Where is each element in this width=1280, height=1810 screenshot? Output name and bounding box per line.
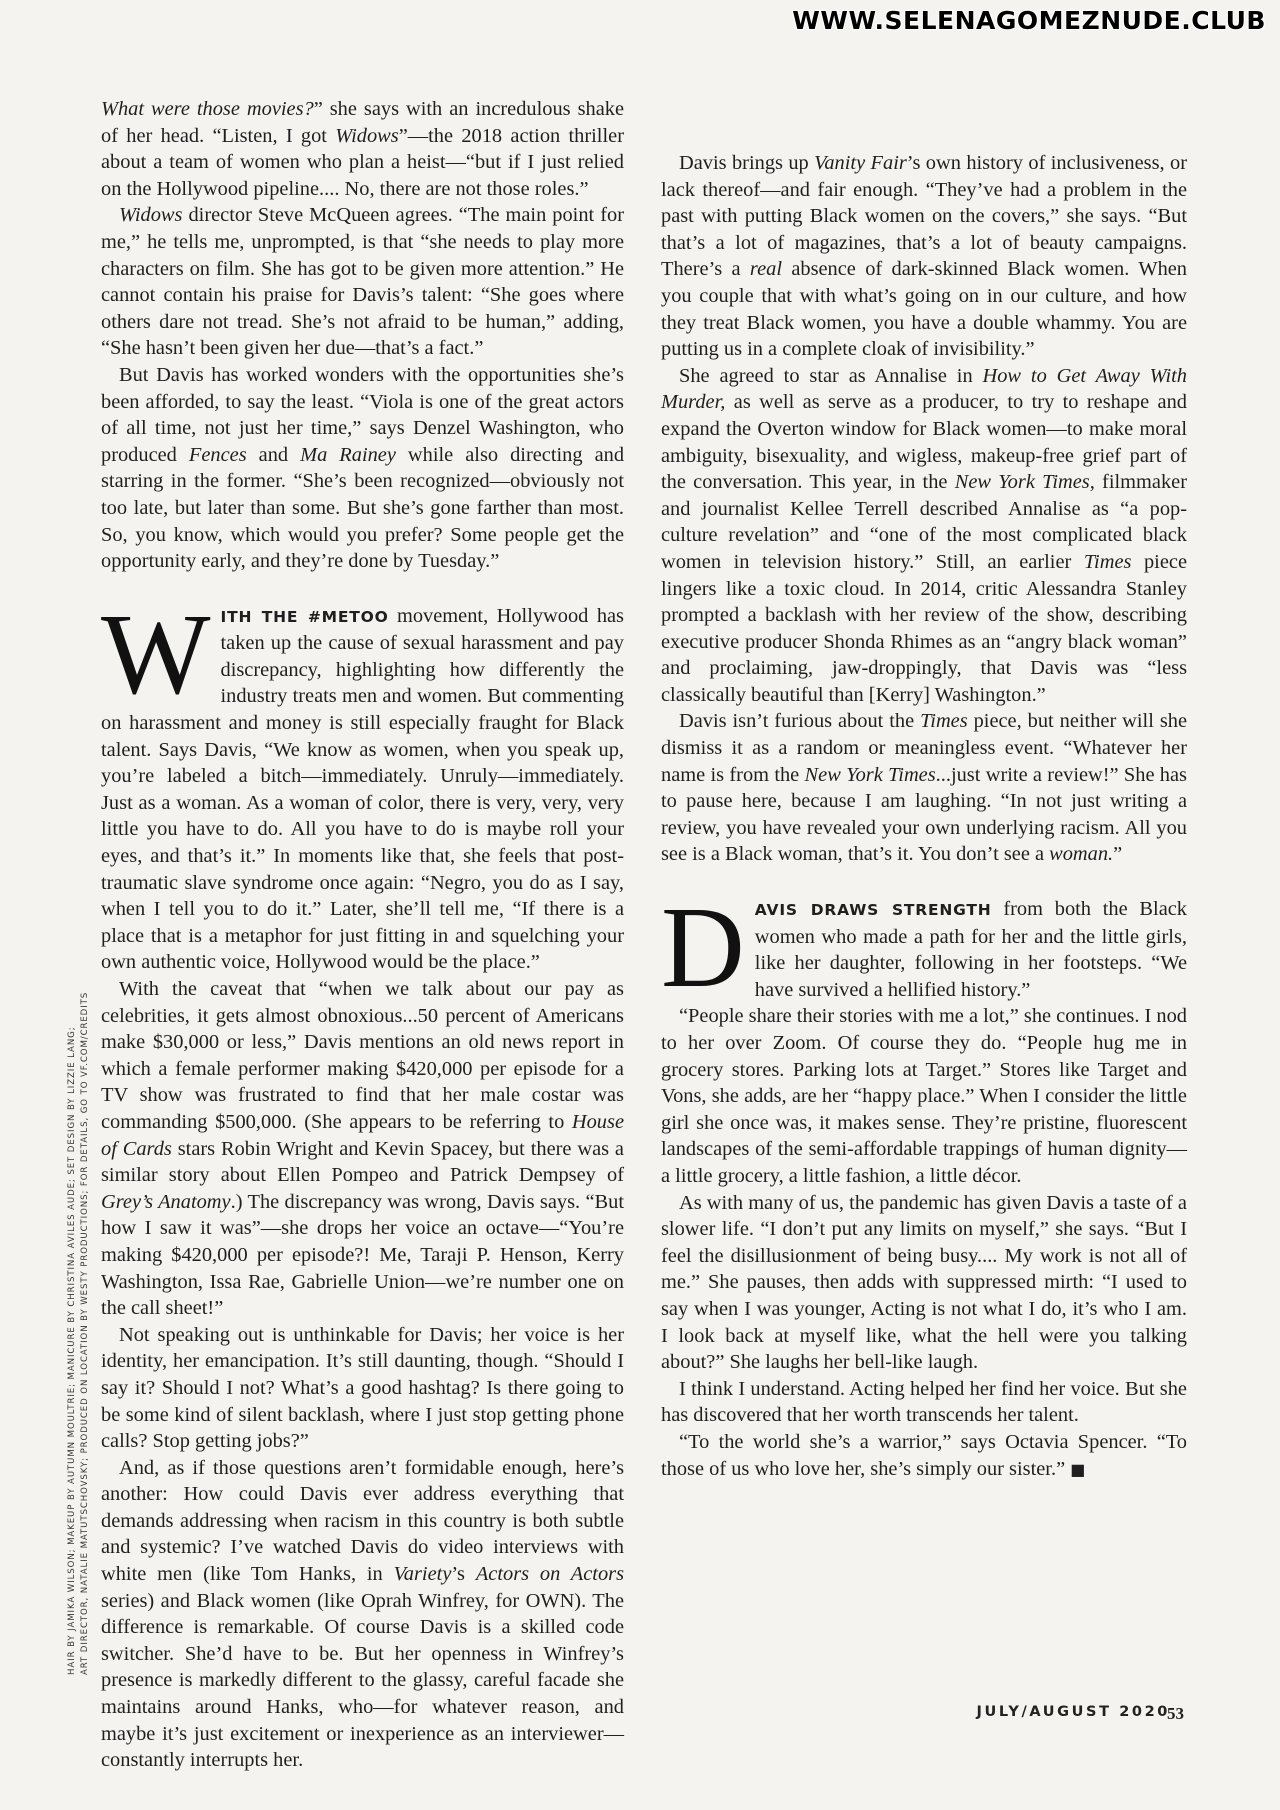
text: As with many of us, the pandemic has given Davis a taste of a slower life. “I don’t put any limits on myself,” she says. “But I feel the disillusionment of being busy.... My work is not all of me.” She pauses, then adds with suppressed mirth: “I used to say when I was younger, Acting is not what I do, it’s who I am. I look back at myself like, what the hell were you talking about?” She laughs her bell-like laugh.: [661, 1191, 1187, 1374]
page-number: 53: [1167, 1704, 1184, 1723]
right-column: [661, 150, 1187, 1483]
italic-text: woman.: [1049, 843, 1114, 866]
paragraph: [101, 976, 624, 1322]
italic-text: New York Times: [804, 763, 936, 786]
italic-text: real: [749, 258, 782, 281]
text: absence of dark-skinned Black women. When you couple that with what’s going on in our culture, and how they treat Black women, you have a double whammy. You are putting us in a complete cloak of invisibility.”: [661, 258, 1188, 361]
text: Davis brings up: [679, 152, 815, 174]
italic-text: Widows: [119, 204, 183, 227]
paragraph: [101, 1322, 624, 1455]
text: “People share their stories with me a lot,” she continues. I nod to her over Zoom. Of course they do. “People hug me in grocery stores. Parking lots at Target.” Stores like Target and Vons, she adds, are her “happy place.” When I consider the little girl she once was, it makes sense. They’re pristine, fluorescent landscapes of the semi-affordable trappings of human dignity—a little grocery, a little fashion, a little décor.: [661, 1005, 1187, 1187]
text: movement, Hollywood has taken up the cause of sexual harassment and pay discrepancy, highlighting how differently the industry treats men and women. But commenting on harassment and money is still especially fraught for Black talent. Says Davis, “We know as women, when you speak up, you’re labeled a bitch—immediately. Unruly—immediately. Just as a woman. As a woman of color, there is very, very, very little you have to do. All you have to do is maybe roll your eyes, and that’s it.” In moments like that, she feels that post-traumatic slave syndrome once again: “Negro, you do as I say, when I tell you to do it.” Later, she’ll tell me, “If there is a place that is a metaphor for just fitting in and squelching your own authentic voice, Hollywood would be the place.”: [101, 604, 624, 974]
italic-text: How to Get Away With Murder,: [661, 364, 1188, 414]
page-footer: [0, 1704, 1280, 1728]
text: ”: [1113, 843, 1123, 866]
text: series) and Black women (like Oprah Winfrey, for OWN). The difference is remarkable. Of course Davis is a skilled code switcher. She’d have to be. But her openness in Winfrey’s presence is markedly different to the glassy, careful facade she maintains around Hanks, who—for whatever reason, and maybe it’s just excitement or inexperience as an interviewer—constantly interrupts her.: [101, 1589, 624, 1772]
lead-in: AVIS DRAWS STRENGTH: [754, 901, 992, 920]
paragraph: [661, 1190, 1187, 1376]
text: ...just write a review!” She has to pause here, because I am laughing. “In not just writing a review, you have revealed your own underlying racism. All you see is a Black woman, that’s it. You don’t see a: [661, 763, 1187, 866]
paragraph: [101, 96, 624, 202]
credits-line-1: HAIR BY JAMIKA WILSON; MAKEUP BY AUTUMN MOULTRIE; MANICURE BY CHRISTINA AVILES AUDE; SET DESIGN BY LIZZIE LANG;: [67, 1026, 77, 1675]
italic-text: Fences: [188, 443, 247, 466]
left-column: [101, 96, 624, 1774]
italic-text: Widows: [335, 124, 399, 147]
italic-text: Variety: [393, 1563, 452, 1586]
text: ”—the 2018 action thriller about a team of women who plan a heist—“but if I just relied on the Hollywood pipeline.... No, there are not those roles.”: [101, 124, 624, 200]
text: But Davis has worked wonders with the opportunities she’s been afforded, to say the least. “Viola is one of the great actors of all time, not just her time,” says Denzel Washington, who produced: [101, 363, 624, 466]
credits-line-2: ART DIRECTOR, NATALIE MATUTSCHOVSKY; PRODUCED ON LOCATION BY WESTY PRODUCTIONS; FOR DETAILS, GO TO VF.COM/CREDITS: [80, 991, 90, 1675]
text: as well as serve as a producer, to try to reshape and expand the Overton window for Black women—to make moral ambiguity, bisexuality, and wigless, makeup-free grief part of the conversation. This year, in the: [661, 391, 1187, 494]
issue-date: JULY/AUGUST 2020: [976, 1704, 1170, 1720]
italic-text: Times: [1083, 550, 1132, 573]
watermark: WWW.SELENAGOMEZNUDE.CLUB: [792, 6, 1266, 35]
italic-text: Vanity Fair: [814, 152, 907, 174]
photo-credits: [66, 935, 92, 1675]
text: .) The discrepancy was wrong, Davis says. “But how I saw it was”—she drops her voice an octave—“You’re making $420,000 per episode?! Me, Taraji P. Henson, Kerry Washington, Issa Rae, Gabrielle Union—we’re number one on the call sheet!”: [101, 1190, 625, 1320]
text: from both the Black women who made a path for her and the little girls, like her daughter, following in her footsteps. “We have survived a hellified history.”: [754, 898, 1187, 1001]
text: With the caveat that “when we talk about our pay as celebrities, it gets almost obnoxious...50 percent of Americans make $30,000 or less,” Davis mentions an old news report in which a female performer making $420,000 per episode for a TV show was frustrated to find that her male costar was commanding $500,000. (She appears to be referring to: [101, 978, 624, 1133]
text: director Steve McQueen agrees. “The main point for me,” he tells me, unprompted, is that “she needs to play more characters on film. She has got to be given more attention.” He cannot contain his praise for Davis’s talent: “She goes where others dare not tread. She’s not afraid to be human,” adding, “She hasn’t been given her due—that’s a fact.”: [101, 204, 624, 360]
drop-cap: W: [101, 590, 211, 719]
text: Not speaking out is unthinkable for Davis; her voice is her identity, her emancipation. It’s still daunting, though. “Should I say it? Should I not? What’s a good hashtag? Is there going to be some kind of silent backlash, where I just stop getting phone calls? Stop getting jobs?”: [101, 1323, 624, 1453]
section-lead-paragraph: [661, 884, 1187, 1013]
italic-text: What were those movies?: [101, 98, 314, 120]
text: She agreed to star as Annalise in: [679, 364, 983, 387]
text: and: [246, 443, 301, 466]
paragraph: [101, 362, 624, 575]
paragraph: [101, 202, 624, 362]
paragraph: [661, 363, 1187, 709]
paragraph: [661, 150, 1187, 363]
text: “To the world she’s a warrior,” says Octavia Spencer. “To those of us who love her, she’s simply our sister.”: [661, 1430, 1187, 1480]
text: ” she says with an incredulous shake of her head. “Listen, I got: [101, 98, 624, 147]
text: piece, but neither will she dismiss it as a random or meaningless event. “Whatever her name is from the: [661, 710, 1187, 786]
end-mark-icon: ■: [1070, 1459, 1086, 1479]
section-lead-paragraph: [101, 590, 624, 976]
paragraph: [661, 1003, 1187, 1189]
text: I think I understand. Acting helped her find her voice. But she has discovered that her worth transcends her talent.: [661, 1377, 1187, 1427]
text: piece lingers like a toxic cloud. In 2014, critic Alessandra Stanley prompted a backlash with her review of the show, describing executive producer Shonda Rhimes as an “angry black woman” and proclaiming, jaw-droppingly, that Davis was “less classically beautiful than [Kerry] Washington.”: [661, 550, 1187, 706]
italic-text: Actors on Actors: [475, 1563, 625, 1586]
text: filmmaker and journalist Kellee Terrell described Annalise as “a pop-culture revelation” and “one of the most complicated black women in television history.” Still, an earlier: [661, 471, 1187, 573]
italic-text: Times: [920, 710, 968, 733]
italic-text: House of Cards: [101, 1110, 624, 1160]
drop-cap: D: [661, 884, 745, 1013]
text: ’s: [451, 1563, 476, 1586]
text: stars Robin Wright and Kevin Spacey, but there was a similar story about Ellen Pompeo and Patrick Dempsey of: [101, 1137, 624, 1187]
paragraph: [661, 708, 1187, 868]
text: ’s own history of inclusiveness, or lack thereof—and fair enough. “They’ve had a problem in the past with putting Black women on the covers,” she says. “But that’s a lot of magazines, that’s a lot of beauty campaigns. There’s a: [661, 152, 1187, 281]
text: while also directing and starring in the former. “She’s been recognized—obviously not too late, but later than some. But she’s gone farther than most. So, you know, which would you prefer? Some people get the opportunity early, and they’re done by Tuesday.”: [101, 443, 625, 573]
italic-text: New York Times,: [954, 471, 1095, 494]
text: Davis isn’t furious about the: [679, 710, 921, 733]
lead-in: ITH THE #METOO: [220, 607, 389, 626]
paragraph: [661, 1376, 1187, 1429]
italic-text: Ma Rainey: [300, 443, 396, 466]
paragraph: [661, 1429, 1187, 1483]
text: And, as if those questions aren’t formidable enough, here’s another: How could Davis ever address everything that demands addressing when racism in this country is both subtle and systemic? I’ve watched Davis do video interviews with white men (like Tom Hanks, in: [101, 1456, 624, 1586]
italic-text: Grey’s Anatomy: [101, 1190, 231, 1213]
